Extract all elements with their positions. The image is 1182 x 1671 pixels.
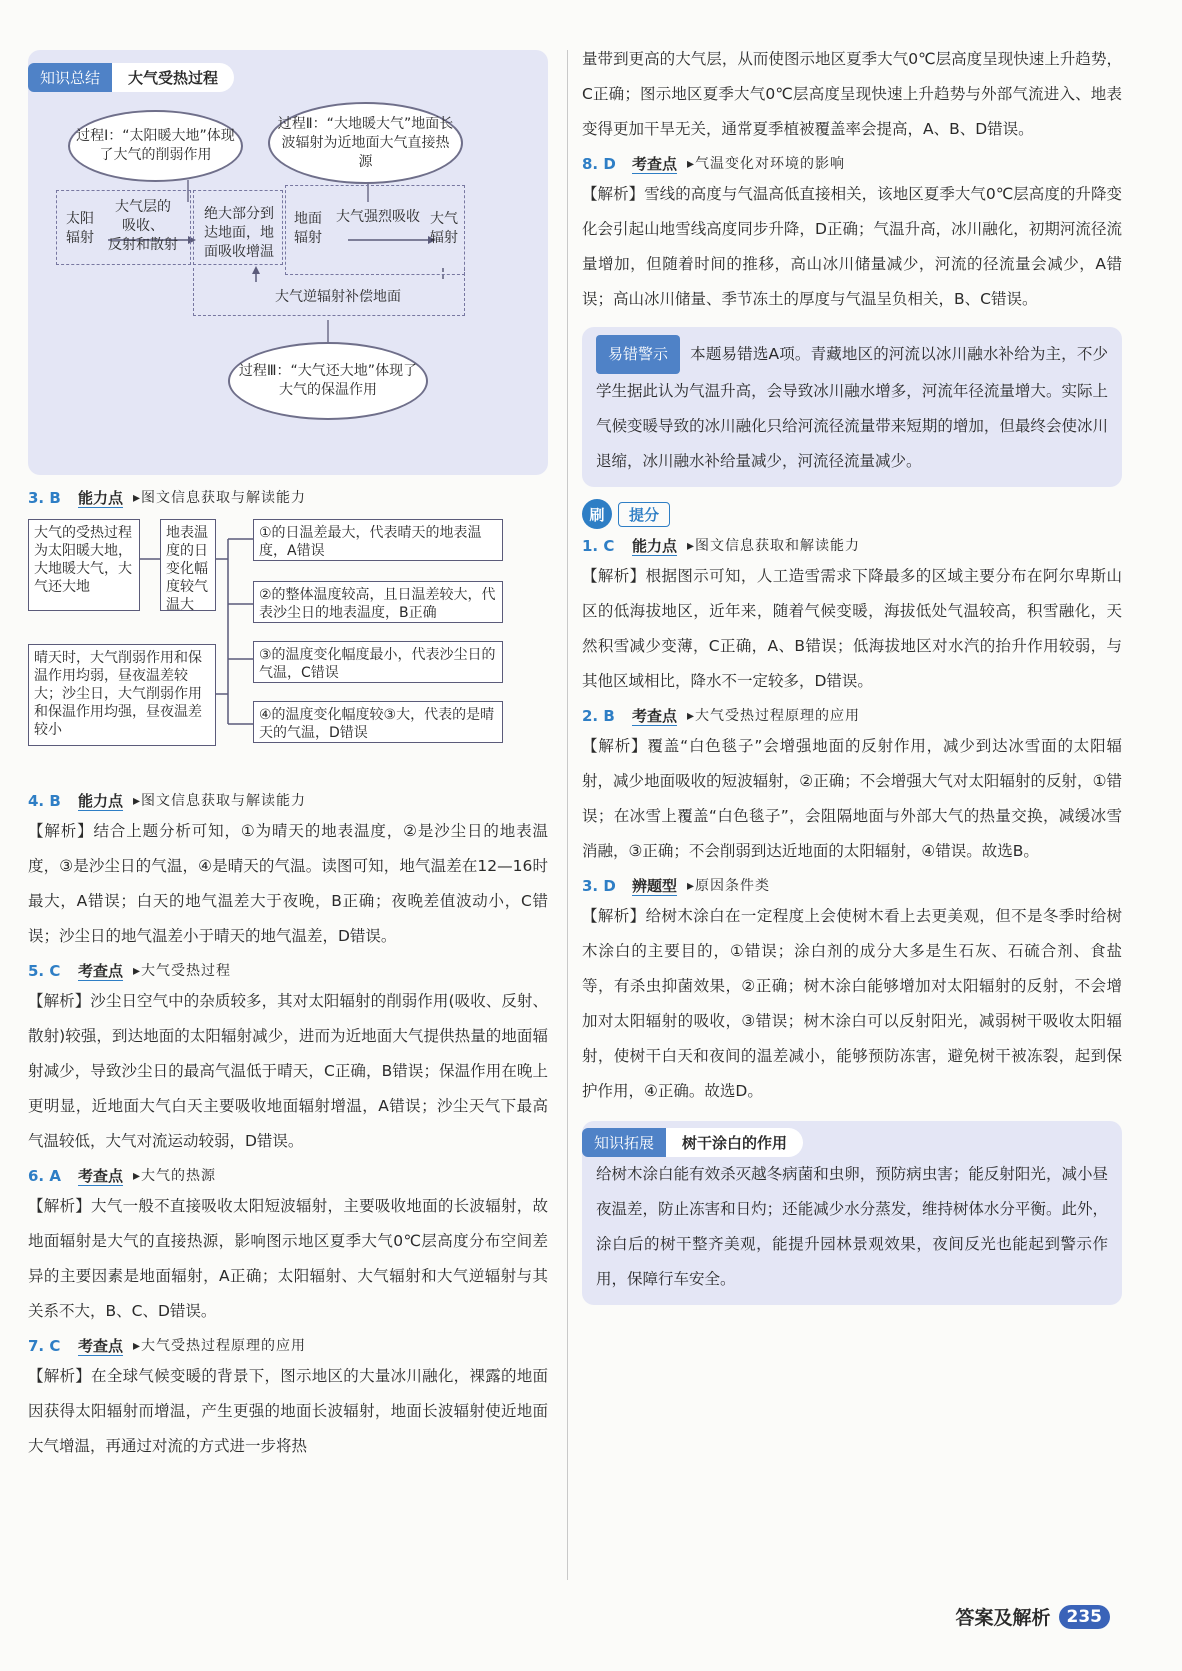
strong-absorb-label: 大气强烈吸收 xyxy=(336,209,420,225)
process-3-ellipse: 过程Ⅲ：“大气还大地”体现了大气的保温作用 xyxy=(228,342,428,420)
q6-type: 考查点 xyxy=(78,1167,124,1185)
q4-type: 能力点 xyxy=(78,792,124,810)
q5-header xyxy=(28,958,548,984)
tifen-label: 提分 xyxy=(618,502,670,527)
q7-skill: ▸大气受热过程原理的应用 xyxy=(133,1338,307,1354)
q7-analysis-continued: 量带到更高的大气层，从而使图示地区夏季大气0℃层高度呈现快速上升趋势，C正确；图示地区夏季大气0℃层高度呈现快速上升趋势与外部气流进入、地表变得更加干旱无关，通常夏季植被覆盖率会提高，A、B、D错误。 xyxy=(582,50,1122,138)
q5-analysis: 【解析】沙尘日空气中的杂质较多，其对太阳辐射的削弱作用(吸收、反射、散射)较强，到达地面的太阳辐射减少，进而为近地面大气提供热量的地面辐射减少，导致沙尘日的最高气温低于晴天，C正确，B错误；保温作用在晚上更明显，近地面大气白天主要吸收地面辐射增温，A错误；沙尘天气下最高气温较低，大气对流运动较弱，D错误。 xyxy=(28,992,548,1150)
flow-result-4: ④的温度变化幅度较③大，代表的是晴天的气温，D错误 xyxy=(253,701,503,743)
atmos-radiation-label: 大气辐射 xyxy=(430,211,458,246)
right-column xyxy=(582,42,1122,1305)
p1-analysis: 【解析】根据图示可知，人工造雪需求下降最多的区域主要分布在阿尔卑斯山区的低海拔地区，近年来，随着气候变暖，海拔低处气温较高，积雪融化，天然积雪减少变薄，C正确，A、B错误；低海拔地区对水汽的抬升作用较弱，与其他区域相比，降水不一定较多，D错误。 xyxy=(582,567,1122,690)
q6-skill: ▸大气的热源 xyxy=(133,1168,217,1184)
error-warning-box xyxy=(582,327,1122,487)
process-1-ellipse: 过程Ⅰ：“太阳暖大地”体现了大气的削弱作用 xyxy=(68,110,243,182)
q4-skill: ▸图文信息获取与解读能力 xyxy=(133,793,307,809)
footer-label: 答案及解析 xyxy=(955,1607,1051,1629)
counter-radiation-label: 大气逆辐射补偿地面 xyxy=(275,289,401,305)
q4-number: 4. B xyxy=(28,792,61,810)
flow-result-1: ①的日温差最大，代表晴天的地表温度，A错误 xyxy=(253,519,503,561)
knowledge-badge: 知识总结 xyxy=(28,63,112,92)
shua-icon: 刷 xyxy=(582,499,612,529)
q8-analysis: 【解析】雪线的高度与气温高低直接相关，该地区夏季大气0℃层高度的升降变化会引起山地雪线高度同步升降，D正确；气温升高，冰川融化，初期河流径流量增加，但随着时间的推移，高山冰川储量减少，河流的径流量会减少，A错误；高山冰川储量、季节冻土的厚度与气温呈负相关，B、C错误。 xyxy=(582,185,1122,308)
knowledge-title: 大气受热过程 xyxy=(112,63,234,92)
q3-skill: ▸图文信息获取与解读能力 xyxy=(133,490,307,506)
warning-badge: 易错警示 xyxy=(596,335,680,374)
flow-box-weather: 晴天时，大气削弱作用和保温作用均弱，昼夜温差较大；沙尘日，大气削弱作用和保温作用均强，昼夜温差较小 xyxy=(28,644,216,746)
ground-absorb-label: 绝大部分到达地面，地面吸收增温 xyxy=(204,206,274,260)
p3-header xyxy=(582,873,1122,899)
q7-type: 考查点 xyxy=(78,1337,124,1355)
extension-badge: 知识拓展 xyxy=(582,1128,666,1157)
p2-analysis: 【解析】覆盖“白色毯子”会增强地面的反射作用，减少到达冰雪面的太阳辐射，减少地面吸收的短波辐射，②正确；不会增强大气对太阳辐射的反射，①错误；在冰雪上覆盖“白色毯子”，会阻隔地面与外部大气的热量交换，减缓冰雪消融，③正确；不会削弱到达近地面的太阳辐射，④错误。故选B。 xyxy=(582,737,1122,860)
p2-skill: ▸大气受热过程原理的应用 xyxy=(687,708,861,724)
ground-radiation-label: 地面辐射 xyxy=(294,211,322,246)
q5-skill: ▸大气受热过程 xyxy=(133,963,232,979)
p3-skill: ▸原因条件类 xyxy=(687,878,771,894)
q6-number: 6. A xyxy=(28,1167,61,1185)
p3-number: 3. D xyxy=(582,877,616,895)
p1-header xyxy=(582,533,1122,559)
flow-box-daily-range: 地表温度的日变化幅度较气温大 xyxy=(160,519,216,611)
q5-type: 考查点 xyxy=(78,962,124,980)
p3-analysis: 【解析】给树木涂白在一定程度上会使树木看上去更美观，但不是冬季时给树木涂白的主要目的，①错误；涂白剂的成分大多是生石灰、石硫合剂、食盐等，有杀虫抑菌效果，②正确；树木涂白能够增加对太阳辐射的反射，不会增加对太阳辐射的吸收，③错误；树木涂白可以反射阳光，减弱树干吸收太阳辐射，使树干白天和夜间的温差减小，能够预防冻害，避免树干被冻裂，起到保护作用，④正确。故选D。 xyxy=(582,907,1122,1100)
q3-header xyxy=(28,485,548,511)
p2-number: 2. B xyxy=(582,707,615,725)
q3-flowchart xyxy=(28,519,548,784)
q6-analysis: 【解析】大气一般不直接吸收太阳短波辐射，主要吸收地面的长波辐射，故地面辐射是大气的直接热源，影响图示地区夏季大气0℃层高度分布空间差异的主要因素是地面辐射，A正确；太阳辐射、大气辐射和大气逆辐射与其关系不大，B、C、D错误。 xyxy=(28,1197,548,1320)
p1-type: 能力点 xyxy=(632,537,678,555)
q7-number: 7. C xyxy=(28,1337,61,1355)
q8-skill: ▸气温变化对环境的影响 xyxy=(687,156,846,172)
solar-radiation-label: 太阳辐射 xyxy=(66,211,94,246)
warning-text: 本题易错选A项。青藏地区的河流以冰川融水补给为主，不少学生据此认为气温升高，会导致冰川融水增多，河流年径流量增大。实际上气候变暖导致的冰川融化只给河流径流量带来短期的增加，但最终会使冰川退缩，冰川融水补给量减少，河流径流量减少。 xyxy=(596,345,1108,470)
q3-type: 能力点 xyxy=(78,489,124,507)
q3-number: 3. B xyxy=(28,489,61,507)
section-tifen xyxy=(582,499,1122,529)
knowledge-extension-box xyxy=(582,1121,1122,1305)
flow-result-2: ②的整体温度较高，且日温差较大，代表沙尘日的地表温度，B正确 xyxy=(253,581,503,623)
page-footer xyxy=(955,1603,1110,1630)
q4-header xyxy=(28,788,548,814)
column-divider xyxy=(567,50,568,1580)
q7-analysis: 【解析】在全球气候变暖的背景下，图示地区的大量冰川融化，裸露的地面因获得太阳辐射而增温，产生更强的地面长波辐射，地面长波辐射使近地面大气增温，再通过对流的方式进一步将热 xyxy=(28,1367,548,1455)
q5-number: 5. C xyxy=(28,962,61,980)
knowledge-summary-box xyxy=(28,50,548,475)
q8-number: 8. D xyxy=(582,155,616,173)
extension-text: 给树木涂白能有效杀灭越冬病菌和虫卵，预防病虫害；能反射阳光，减小昼夜温差，防止冻害和日灼；还能减少水分蒸发，维持树体水分平衡。此外，涂白后的树干整齐美观，能提升园林景观效果，夜间反光也能起到警示作用，保障行车安全。 xyxy=(596,1165,1108,1288)
extension-title: 树干涂白的作用 xyxy=(666,1128,803,1157)
q4-analysis: 【解析】结合上题分析可知，①为晴天的地表温度，②是沙尘日的地表温度，③是沙尘日的气温，④是晴天的气温。读图可知，地气温差在12—16时最大，A错误；白天的地气温差大于夜晚，B正确；夜晚差值波动小，C错误；沙尘日的地气温差小于晴天的地气温差，D错误。 xyxy=(28,822,548,945)
flow-result-3: ③的温度变化幅度最小，代表沙尘日的气温，C错误 xyxy=(253,641,503,683)
p2-header xyxy=(582,703,1122,729)
flow-box-process: 大气的受热过程为太阳暖大地，大地暖大气，大气还大地 xyxy=(28,519,140,611)
p3-type: 辨题型 xyxy=(632,877,678,895)
p1-number: 1. C xyxy=(582,537,615,555)
left-column xyxy=(28,50,548,1464)
p1-skill: ▸图文信息获取和解读能力 xyxy=(687,538,861,554)
q8-header xyxy=(582,151,1122,177)
p2-type: 考查点 xyxy=(632,707,678,725)
q7-header xyxy=(28,1333,548,1359)
atmos-layer-label: 大气层的 吸收、 反射和散射 xyxy=(108,199,178,253)
q8-type: 考查点 xyxy=(632,155,678,173)
page-number: 235 xyxy=(1059,1605,1111,1629)
process-2-ellipse: 过程Ⅱ：“大地暖大气”地面长波辐射为近地面大气直接热源 xyxy=(268,102,463,184)
q6-header xyxy=(28,1163,548,1189)
